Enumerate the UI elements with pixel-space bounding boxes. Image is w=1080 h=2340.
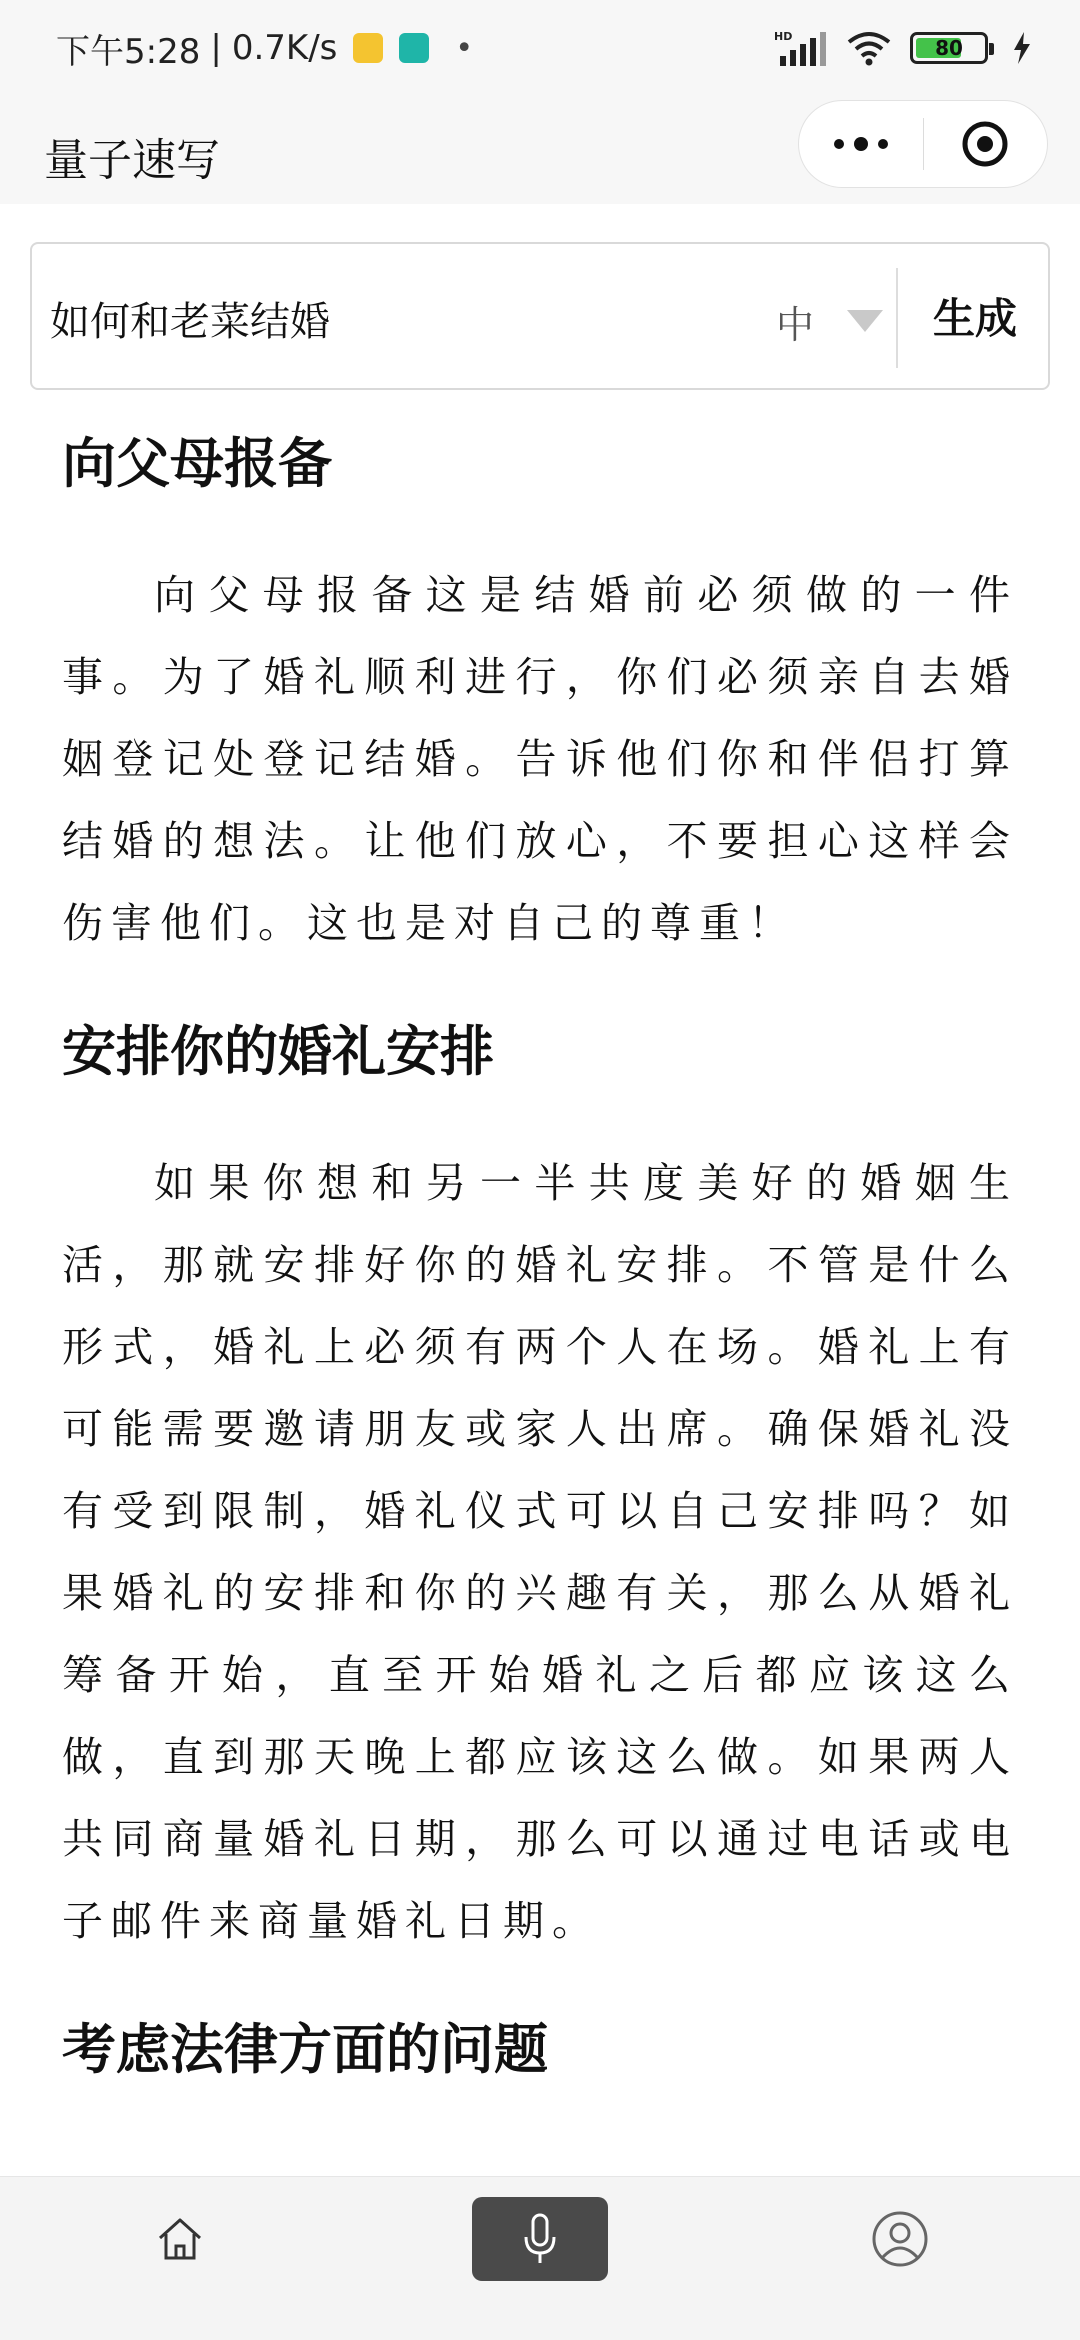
boss-zhipin-icon: [399, 33, 429, 63]
wifi-icon: [846, 30, 892, 66]
section-heading: 安排你的婚礼安排: [62, 1020, 494, 1083]
bottom-tab-bar: [0, 2176, 1080, 2340]
app-notification-icon: [353, 33, 383, 63]
topic-input-row: [30, 242, 1050, 390]
topic-input[interactable]: 如何和老菜结婚: [50, 299, 330, 345]
notification-dot-icon: •: [455, 30, 474, 66]
status-separator: |: [210, 28, 222, 68]
mini-program-capsule: [798, 100, 1048, 188]
generate-button[interactable]: 生成: [900, 244, 1050, 388]
more-dots-icon: [834, 137, 888, 151]
status-bar: [0, 0, 1080, 96]
section-paragraph: 向父母报备这是结婚前必须做的一件事。为了婚礼顺利进行，你们必须亲自去婚姻登记处登记结婚。告诉他们你和伴侣打算结婚的想法。让他们放心，不要担心这样会伤害他们。这也是对自己的尊重！: [62, 571, 1018, 947]
hd-signal-icon: [774, 28, 828, 68]
tab-voice-input[interactable]: [472, 2197, 608, 2281]
profile-icon: [870, 2209, 930, 2269]
page-title: 量子速写: [44, 135, 220, 186]
target-close-icon: [960, 119, 1010, 169]
battery-icon: [910, 32, 988, 64]
length-select-value[interactable]: 中: [776, 303, 815, 347]
section-heading: 向父母报备: [62, 432, 332, 495]
home-icon: [155, 2214, 205, 2264]
charging-icon: [1012, 32, 1032, 64]
dropdown-arrow-icon[interactable]: [847, 310, 883, 332]
close-button[interactable]: [924, 101, 1048, 187]
input-divider: [896, 268, 898, 368]
microphone-icon: [522, 2213, 558, 2265]
battery-level: 80: [935, 36, 963, 60]
more-button[interactable]: [799, 101, 923, 187]
tab-profile[interactable]: [850, 2197, 950, 2281]
tab-home[interactable]: [130, 2197, 230, 2281]
section-paragraph: 如果你想和另一半共度美好的婚姻生活，那就安排好你的婚礼安排。不管是什么形式，婚礼上必须有两个人在场。婚礼上有可能需要邀请朋友或家人出席。确保婚礼没有受到限制，婚礼仪式可以自己安排吗？如果婚礼的安排和你的兴趣有关，那么从婚礼筹备开始，直至开始婚礼之后都应该这么做，直到那天晚上都应该这么做。如果两人共同商量婚礼日期，那么可以通过电话或电子邮件来商量婚礼日期。: [62, 1159, 1018, 1945]
nav-bar: [0, 96, 1080, 204]
status-time: 下午5:28: [56, 31, 201, 72]
article-content: [62, 400, 1018, 2098]
status-right: [774, 24, 1032, 72]
svg-text:HD: HD: [774, 30, 793, 43]
status-network-speed: 0.7K/s: [231, 28, 338, 68]
section-heading: 考虑法律方面的问题: [62, 2018, 548, 2081]
status-left: [56, 24, 473, 72]
